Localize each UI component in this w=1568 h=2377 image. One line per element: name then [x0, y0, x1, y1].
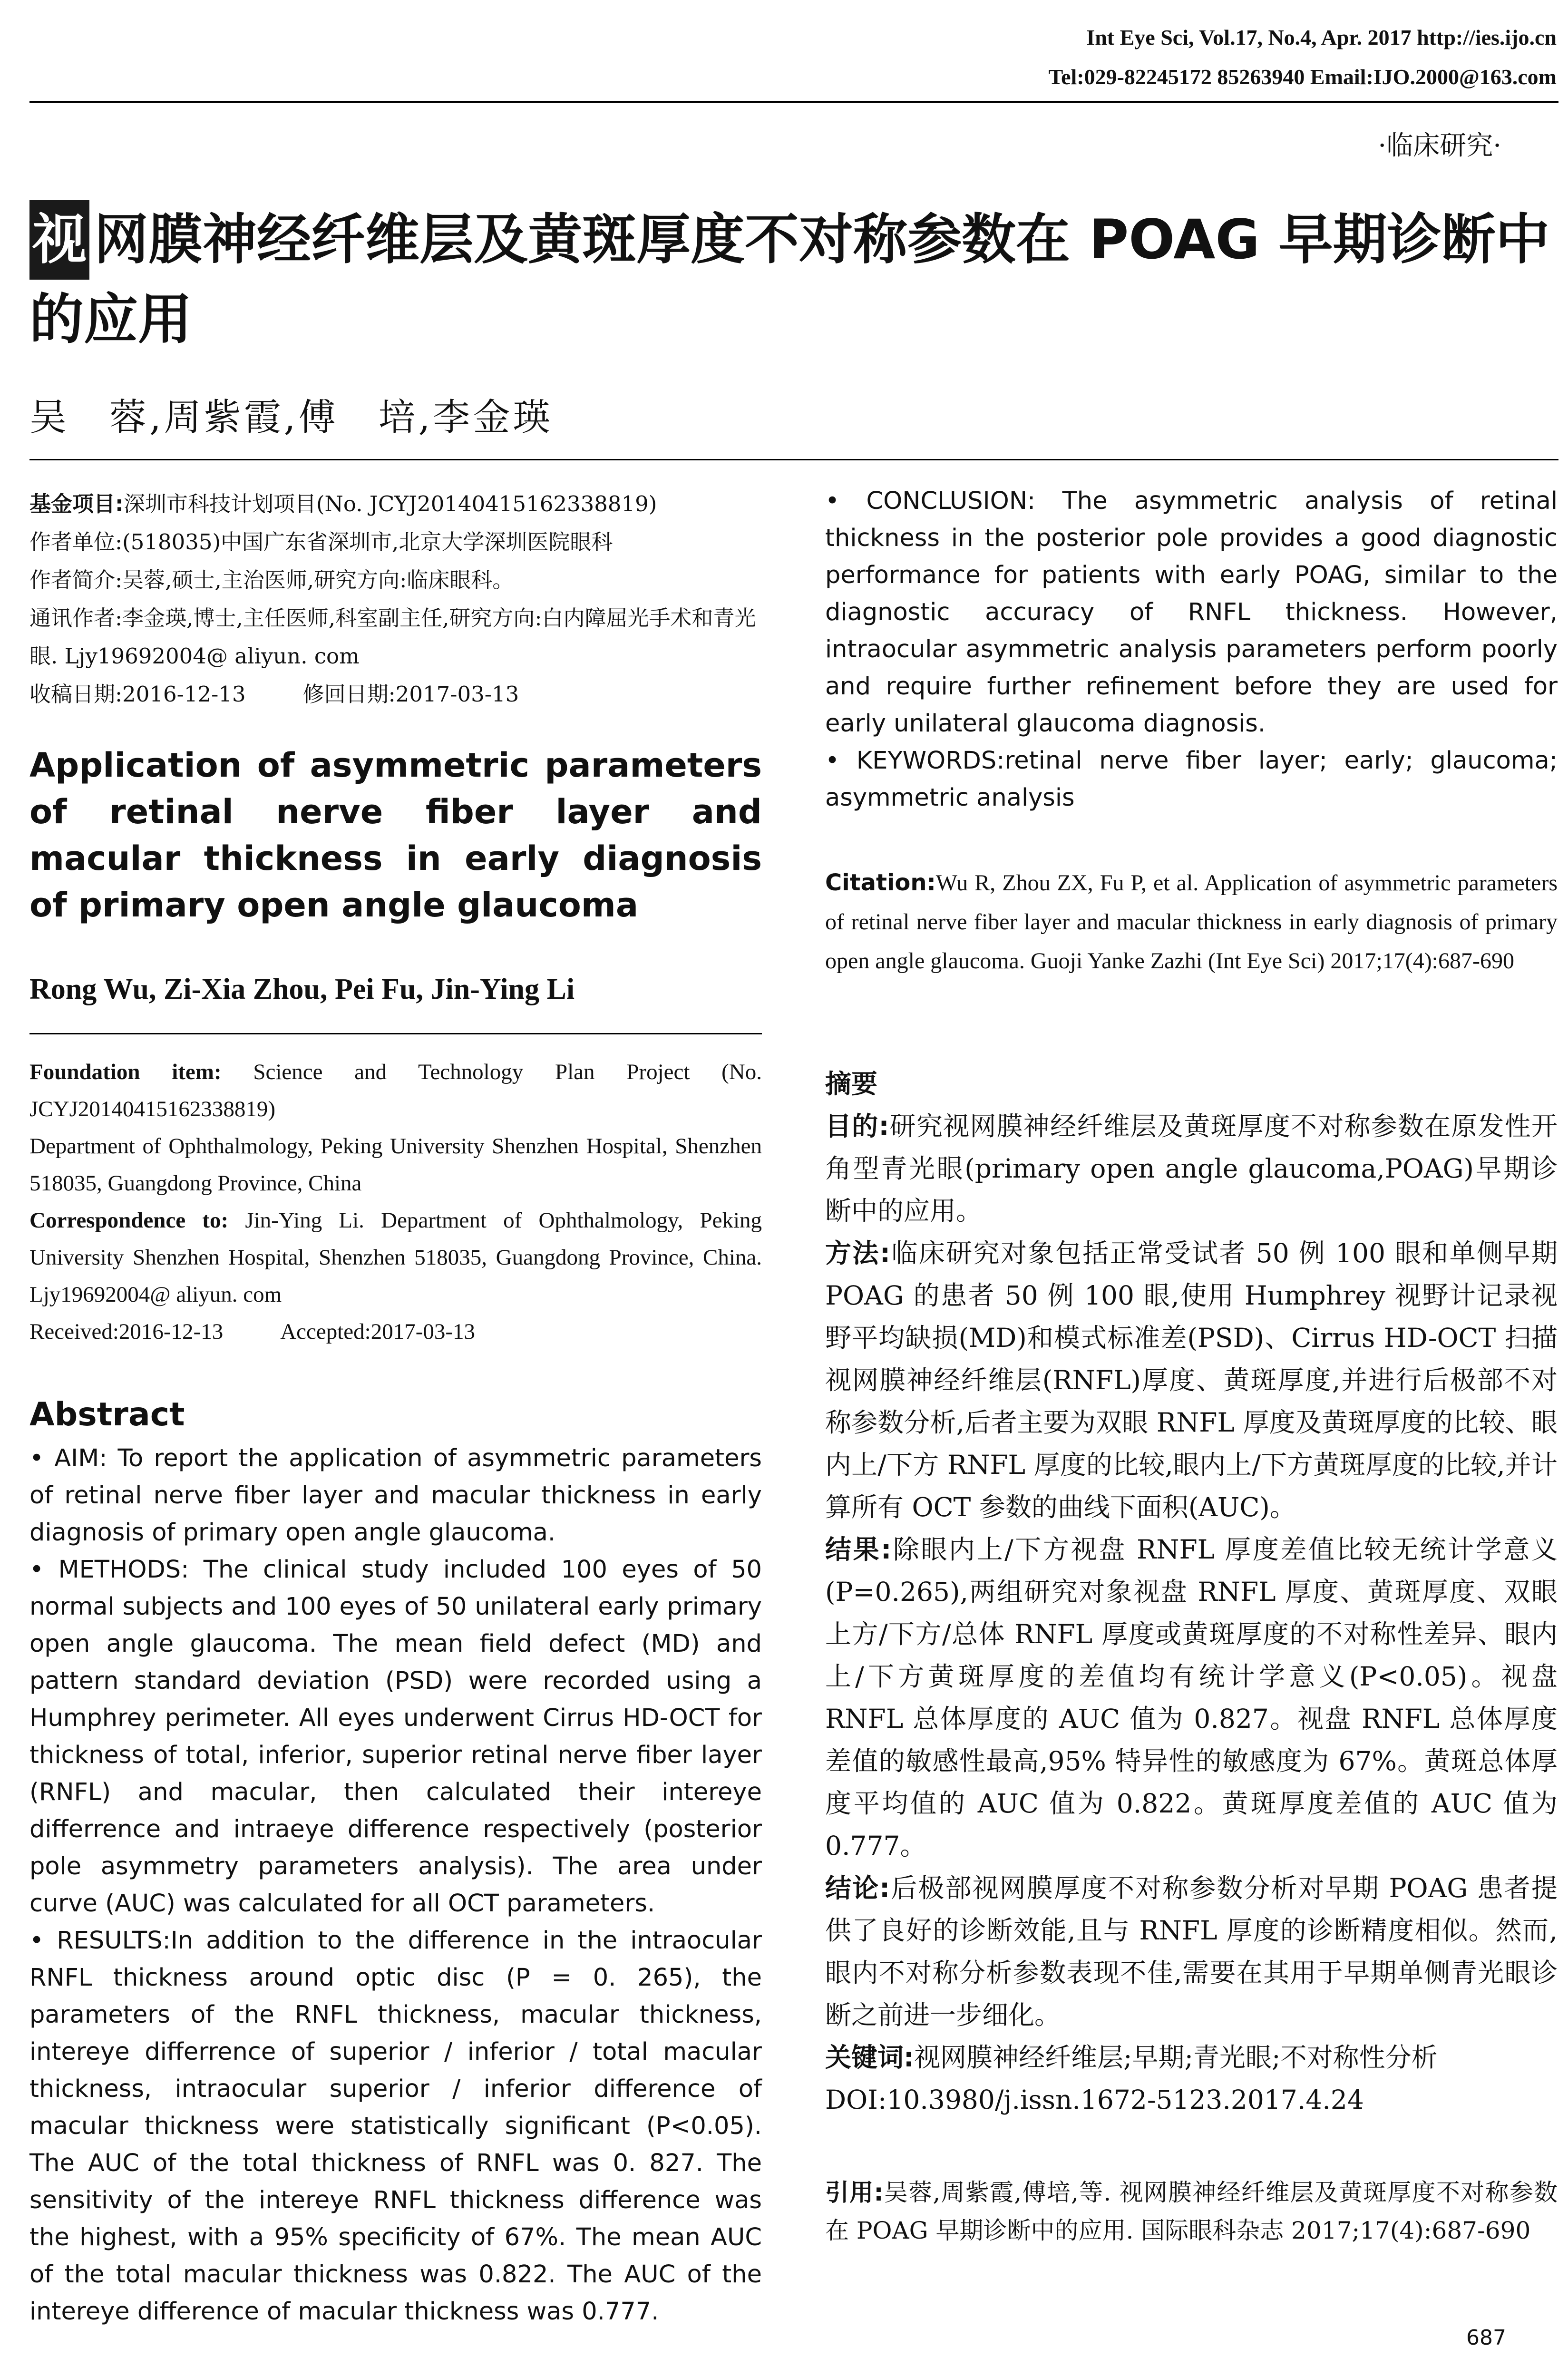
abstract-results: • RESULTS:In addition to the difference in the intraocular RNFL thickness around optic disc (P = 0. 265), the parameters of the RNFL thickness, macular thickness, intereye differrence of superior / inferior / total macular thickness, intraocular superior / inferior difference of macular thickness were statistically significant (P<0.05). The AUC of the total thickness of RNFL was 0. 827. The sensitivity of the intereye RNFL thickness difference was the highest, with a 95% specificity of 67%. The mean AUC of the total macular thickness was 0.822. The AUC of the intereye difference of macular thickness was 0.777. [29, 1927, 762, 2326]
article-title [29, 200, 1551, 360]
cn-methods [825, 1232, 1558, 1529]
title-first-char: 视 [29, 200, 89, 280]
chinese-citation [825, 2173, 1558, 2250]
department-line: Department of Ophthalmology, Peking University Shenzhen Hospital, Shenzhen 518035, Guangdong Province, China [29, 1134, 762, 1196]
abstract-heading: Abstract [29, 1396, 185, 1433]
dates-line [29, 675, 762, 713]
received-cn: 收稿日期:2016-12-13 [29, 682, 246, 707]
cn-conclusion-label: 结论: [825, 1873, 890, 1903]
cn-methods-text: 临床研究对象包括正常受试者 50 例 100 眼和单侧早期 POAG 的患者 50 例 100 眼,使用 Humphrey 视野计记录视野平均缺损(MD)和模式标准差(PSD)、Cirrus HD-OCT 扫描视网膜神经纤维层(RNFL)厚度、黄斑厚度,并进行后极部不对称参数分析,后者主要为双眼 RNFL 厚度及黄斑厚度的比较、眼内上/下方 RNFL 厚度的比较,眼内上/下方黄斑厚度的比较,并计算所有 OCT 参数的曲线下面积(AUC)。 [825, 1238, 1558, 1522]
foundation-block [29, 1053, 762, 1350]
citation-block [825, 863, 1558, 981]
citation-label: Citation: [825, 869, 936, 896]
cn-keywords-label: 关键词: [825, 2042, 914, 2073]
foundation-line [29, 1053, 762, 1128]
cn-results-text: 除眼内上/下方视盘 RNFL 厚度差值比较无统计学意义(P=0.265),两组研究对象视盘 RNFL 厚度、黄斑厚度、双眼上方/下方/总体 RNFL 厚度或黄斑厚度的不对称性差异、眼内上/下方黄斑厚度的差值均有统计学意义(P<0.05)。视盘 RNFL 总体厚度的 AUC 值为 0.827。视盘 RNFL 总体厚度差值的敏感性最高,95% 特异性的敏感度为 67%。黄斑总体厚度平均值的 AUC 值为 0.822。黄斑厚度差值的 AUC 值为 0.777。 [825, 1534, 1558, 1861]
abstract-body [29, 1440, 762, 2330]
fund-label: 基金项目: [29, 491, 124, 516]
dates-en-line [29, 1313, 762, 1350]
chinese-abstract [825, 1063, 1558, 2121]
bio-line: 作者简介:吴蓉,硕士,主治医师,研究方向:临床眼科。 [29, 567, 514, 593]
header-rule [29, 101, 1558, 103]
revised-cn: 修回日期:2017-03-13 [302, 682, 519, 707]
cn-cite-label: 引用: [825, 2179, 884, 2206]
cn-keywords-text: 视网膜神经纤维层;早期;青光眼;不对称性分析 [914, 2042, 1438, 2073]
abstract-keywords: • KEYWORDS:retinal nerve fiber layer; early; glaucoma; asymmetric analysis [825, 747, 1558, 812]
journal-contact-info: Tel:029-82245172 85263940 Email:IJO.2000@163.com [1048, 65, 1557, 89]
unit-line: 作者单位:(518035)中国广东省深圳市,北京大学深圳医院眼科 [29, 529, 613, 555]
section-label: ·临床研究· [1378, 130, 1501, 161]
cn-aim-text: 研究视网膜神经纤维层及黄斑厚度不对称参数在原发性开角型青光眼(primary open angle glaucoma,POAG)早期诊断中的应用。 [825, 1111, 1558, 1226]
fund-text: 深圳市科技计划项目(No. JCYJ20140415162338819) [124, 491, 657, 516]
authors-rule [29, 1033, 762, 1034]
cn-cite-text: 吴蓉,周紫霞,傅培,等. 视网膜神经纤维层及黄斑厚度不对称参数在 POAG 早期诊断中的应用. 国际眼科杂志 2017;17(4):687-690 [825, 2179, 1558, 2244]
abstract-conclusion: • CONCLUSION: The asymmetric analysis of retinal thickness in the posterior pole provides a good diagnostic performance for patients with early POAG, similar to the diagnostic accuracy of RNFL thickness. However, intraocular asymmetric analysis parameters perform poorly and require further refinement before they are used for early unilateral glaucoma diagnosis. [825, 487, 1558, 738]
english-authors: Rong Wu, Zi-Xia Zhou, Pei Fu, Jin-Ying Li [29, 973, 575, 1005]
correspondence-label: Correspondence to: [29, 1208, 229, 1233]
cn-aim [825, 1105, 1558, 1232]
chinese-info-block [29, 485, 762, 713]
foundation-label: Foundation item: [29, 1060, 222, 1084]
journal-header-info: Int Eye Sci, Vol.17, No.4, Apr. 2017 http://ies.ijo.cn [1086, 25, 1557, 49]
cn-conclusion [825, 1867, 1558, 2036]
abstract-methods: • METHODS: The clinical study included 100 eyes of 50 normal subjects and 100 eyes of 50 unilateral early primary open angle glaucoma. The mean field defect (MD) and pattern standard deviation (PSD) were recorded using a Humphrey perimeter. All eyes underwent Cirrus HD-OCT for thickness of total, inferior, superior retinal nerve fiber layer (RNFL) and macular, then calculated their intereye differrence and intraeye difference respectively (posterior pole asymmetry parameters analysis). The area under curve (AUC) was calculated for all OCT parameters. [29, 1556, 762, 1918]
fund-line [29, 485, 762, 523]
corr-line: 通讯作者:李金瑛,博士,主任医师,科室副主任,研究方向:白内障屈光手术和青光眼. Ljy19692004@ aliyun. com [29, 605, 756, 669]
correspondence-line [29, 1202, 762, 1313]
correspondence-text: Jin-Ying Li. Department of Ophthalmology, Peking University Shenzhen Hospital, Shenzhen 518035, Guangdong Province, China. Ljy19692004@ aliyun. com [29, 1208, 762, 1307]
abstract-aim: • AIM: To report the application of asymmetric parameters of retinal nerve fiber layer and macular thickness in early diagnosis of primary open angle glaucoma. [29, 1444, 762, 1547]
english-title: Application of asymmetric parameters of retinal nerve fiber layer and macular thickness in early diagnosis of primary open angle glaucoma [29, 746, 762, 925]
cn-doi: DOI:10.3980/j.issn.1672-5123.2017.4.24 [825, 2085, 1364, 2115]
cn-methods-label: 方法: [825, 1238, 890, 1268]
abstract-conclusion-block [825, 483, 1558, 817]
cn-abstract-heading: 摘要 [825, 1069, 878, 1099]
citation-text: Wu R, Zhou ZX, Fu P, et al. Application of asymmetric parameters of retinal nerve fiber layer and macular thickness in early diagnosis of primary open angle glaucoma. Guoji Yanke Zazhi (Int Eye Sci) 2017;17(4):687-690 [825, 870, 1558, 974]
title-rule [29, 459, 1558, 460]
authors-chinese: 吴 蓉,周紫霞,傅 培,李金瑛 [29, 396, 553, 439]
received-en: Received:2016-12-13 [29, 1319, 224, 1344]
accepted-en: Accepted:2017-03-13 [280, 1319, 476, 1344]
cn-results-label: 结果: [825, 1534, 892, 1565]
title-rest: 网膜神经纤维层及黄斑厚度不对称参数在 POAG 早期诊断中的应用 [29, 208, 1550, 351]
foundation-text: Science and Technology Plan Project (No. JCYJ20140415162338819) [29, 1060, 762, 1121]
cn-results [825, 1529, 1558, 1867]
page-number: 687 [1466, 2326, 1506, 2350]
cn-keywords [825, 2036, 1558, 2079]
cn-conclusion-text: 后极部视网膜厚度不对称参数分析对早期 POAG 患者提供了良好的诊断效能,且与 RNFL 厚度的诊断精度相似。然而,眼内不对称分析参数表现不佳,需要在其用于早期单侧青光眼诊断之前进一步细化。 [825, 1873, 1558, 2030]
cn-aim-label: 目的: [825, 1111, 889, 1141]
